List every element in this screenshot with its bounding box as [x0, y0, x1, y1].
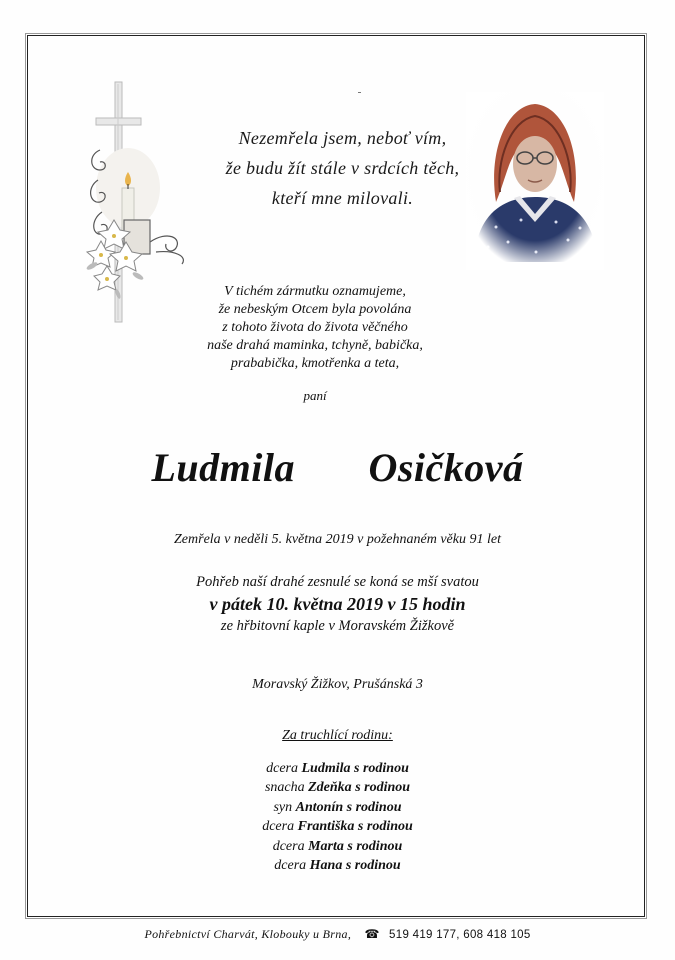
member-name: Antonín: [295, 799, 344, 815]
member-name: Ludmila: [301, 761, 351, 776]
quote-line: Nezemřela jsem, neboť vím,: [238, 128, 447, 148]
family-member: [60, 778, 615, 797]
member-suffix: s rodinou: [355, 780, 411, 796]
family-member: [60, 798, 615, 817]
funeral-date: v pátek 10. května 2019 v 15 hodin: [209, 594, 466, 614]
family-member: [60, 817, 615, 836]
announcement-line: naše drahá maminka, tchyně, babička,: [207, 338, 423, 353]
phone-numbers: 519 419 177, 608 418 105: [389, 929, 531, 941]
relation: snacha: [264, 780, 305, 796]
relation: dcera: [272, 838, 305, 854]
announcement-text: [150, 283, 480, 373]
member-suffix: s rodinou: [347, 838, 403, 854]
funeral-place: ze hřbitovní kaple v Moravském Žižkově: [220, 618, 455, 634]
memorial-quote: [190, 123, 495, 213]
relation: dcera: [274, 858, 307, 874]
family-heading-text: Za truchlící rodinu:: [282, 728, 393, 743]
quote-line: kteří mne milovali.: [271, 188, 414, 208]
member-name: Zdeňka: [308, 780, 352, 796]
family-member: [60, 856, 615, 875]
announcement-line: prababička, kmotřenka a teta,: [230, 356, 400, 371]
member-name: Františka: [297, 819, 355, 835]
funeral-service-footer: [60, 927, 615, 942]
member-suffix: s rodinou: [354, 761, 409, 776]
company-name: Pohřebnictví Charvát, Klobouky u Brna,: [144, 927, 352, 941]
announcement-line: z tohoto života do života věčného: [222, 320, 408, 335]
deceased-name: Ludmila Osičková: [151, 445, 524, 490]
member-name: Marta: [308, 838, 344, 854]
member-suffix: s rodinou: [346, 799, 402, 815]
funeral-info: [60, 572, 615, 636]
member-name: Hana: [309, 858, 343, 874]
relation: dcera: [266, 761, 298, 776]
home-address: Moravský Žižkov, Prušánská 3: [252, 677, 423, 692]
death-info: Zemřela v neděli 5. května 2019 v požehnaném věku 91 let: [174, 532, 501, 547]
quote-line: že budu žít stále v srdcích těch,: [225, 158, 460, 178]
family-member: [60, 759, 615, 778]
funeral-line: Pohřeb naší drahé zesnulé se koná se mší svatou: [196, 574, 479, 590]
member-suffix: s rodinou: [357, 819, 413, 835]
family-heading: [60, 728, 615, 744]
telephone-icon: ☎: [364, 927, 380, 941]
member-suffix: s rodinou: [345, 858, 401, 874]
relation: dcera: [262, 819, 295, 835]
honorific: paní: [303, 388, 327, 403]
family-member: [60, 837, 615, 856]
relation: syn: [273, 799, 293, 815]
announcement-line: V tichém zármutku oznamujeme,: [224, 284, 406, 299]
family-list: [60, 759, 615, 875]
announcement-line: že nebeským Otcem byla povolána: [218, 302, 412, 317]
